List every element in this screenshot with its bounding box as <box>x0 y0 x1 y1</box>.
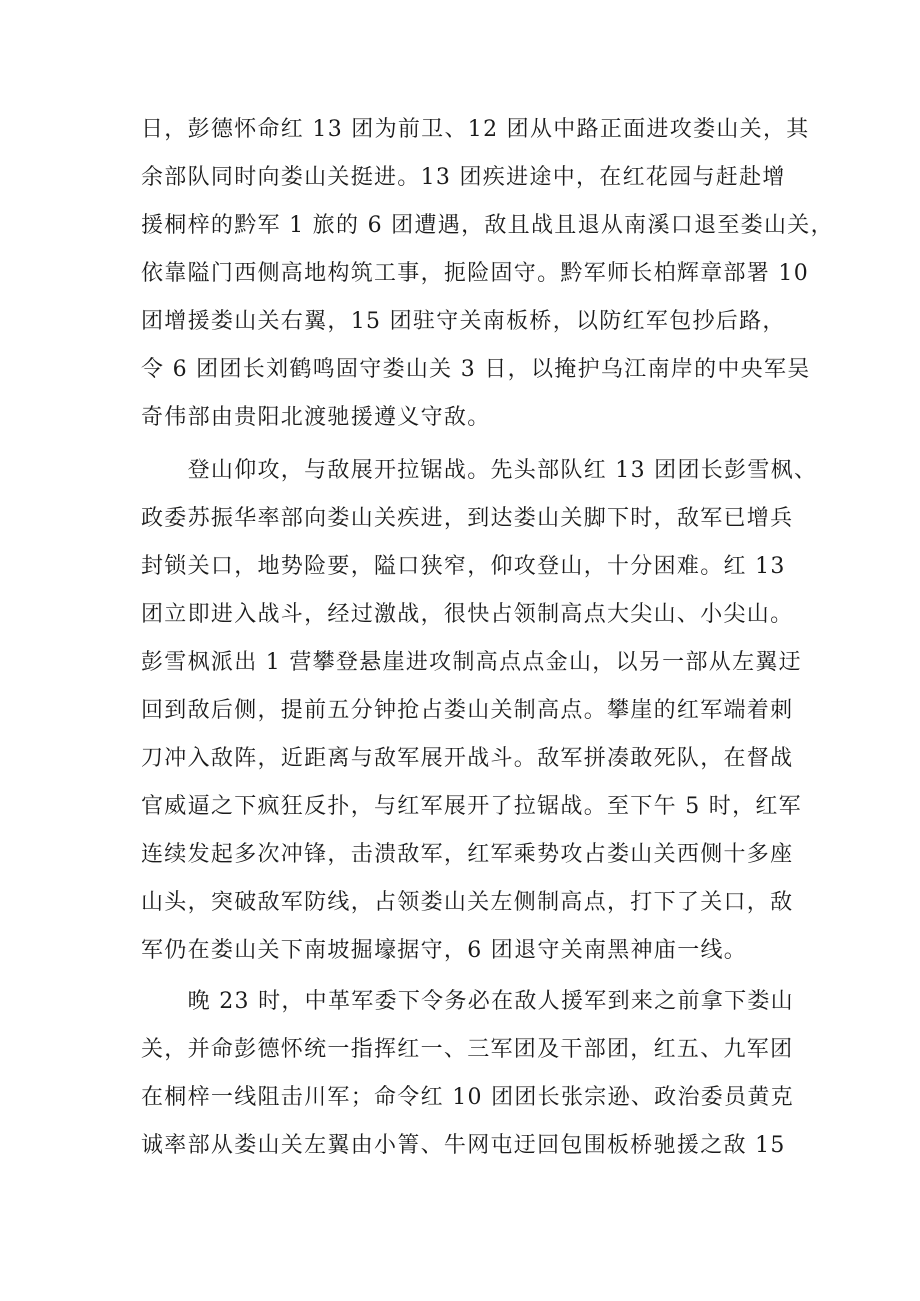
paragraph-3-line-4: 诚率部从娄山关左翼由小箐、牛网屯迂回包围板桥驰援之敌 15 <box>141 1133 786 1158</box>
paragraph-3-line-2: 关，并命彭德怀统一指挥红一、三军团及干部团，红五、九军团 <box>141 1037 794 1062</box>
paragraph-1-line-1: 日，彭德怀命红 13 团为前卫、12 团从中路正面进攻娄山关，其 <box>141 117 810 142</box>
paragraph-2-line-5: 彭雪枫派出 1 营攀登悬崖进攻制高点点金山，以另一部从左翼迂 <box>141 650 802 675</box>
paragraph-2-line-4: 团立即进入战斗，经过激战，很快占领制高点大尖山、小尖山。 <box>141 602 794 627</box>
paragraph-3-line-3: 在桐梓一线阻击川军；命令红 10 团团长张宗逊、政治委员黄克 <box>141 1085 794 1110</box>
paragraph-1-line-3: 援桐梓的黔军 1 旅的 6 团遭遇，敌且战且退从南溪口退至娄山关， <box>141 213 834 238</box>
paragraph-1-line-2: 余部队同时向娄山关挺进。13 团疾进途中，在红花园与赶赴增 <box>141 165 786 190</box>
paragraph-2-line-1: 登山仰攻，与敌展开拉锯战。先头部队红 13 团团长彭雪枫、 <box>141 458 818 483</box>
paragraph-2-line-11: 军仍在娄山关下南坡掘壕据守，6 团退守关南黑神庙一线。 <box>141 938 748 963</box>
paragraph-3-line-1: 晚 23 时，中革军委下令务必在敌人援军到来之前拿下娄山 <box>141 989 794 1014</box>
paragraph-1-line-4: 依靠隘门西侧高地构筑工事，扼险固守。黔军师长柏辉章部署 10 <box>141 261 809 286</box>
paragraph-2-line-3: 封锁关口，地势险要，隘口狭窄，仰攻登山，十分困难。红 13 <box>141 554 786 579</box>
paragraph-2-line-2: 政委苏振华率部向娄山关疾进，到达娄山关脚下时，敌军已增兵 <box>141 506 794 531</box>
paragraph-1-line-7: 奇伟部由贵阳北渡驰援遵义守敌。 <box>141 405 491 430</box>
paragraph-2-line-10: 山头，突破敌军防线，占领娄山关左侧制高点，打下了关口，敌 <box>141 890 794 915</box>
paragraph-2-line-7: 刀冲入敌阵，近距离与敌军展开战斗。敌军拼凑敢死队，在督战 <box>141 746 794 771</box>
paragraph-2-line-8: 官威逼之下疯狂反扑，与红军展开了拉锯战。至下午 5 时，红军 <box>141 794 802 819</box>
paragraph-1-line-5: 团增援娄山关右翼，15 团驻守关南板桥，以防红军包抄后路， <box>141 309 786 334</box>
paragraph-2-line-9: 连续发起多次冲锋，击溃敌军，红军乘势攻占娄山关西侧十多座 <box>141 842 794 867</box>
paragraph-2-line-6: 回到敌后侧，提前五分钟抢占娄山关制高点。攀崖的红军端着刺 <box>141 698 794 723</box>
paragraph-1-line-6: 令 6 团团长刘鹤鸣固守娄山关 3 日，以掩护乌江南岸的中央军吴 <box>141 357 811 382</box>
